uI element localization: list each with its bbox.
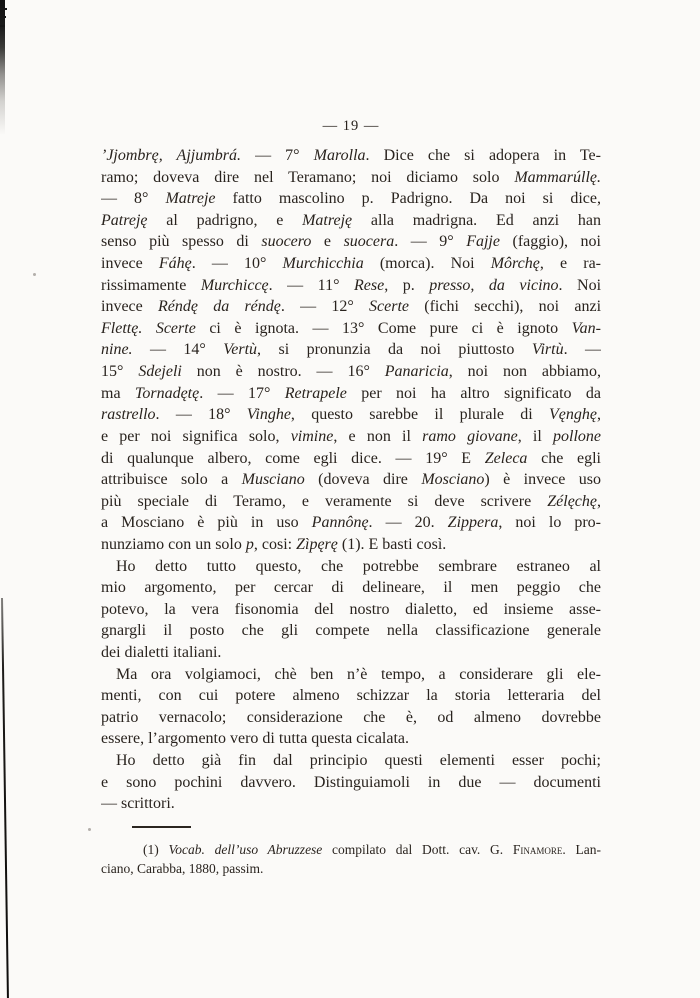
text-line: [101, 469, 601, 491]
text-run: dei dialetti italiani.: [101, 644, 222, 662]
text-line: [101, 599, 601, 621]
italic-text-run: Panaricia: [384, 363, 449, 381]
text-run: (faggio), noi: [499, 233, 601, 251]
footnote-text: [101, 840, 601, 878]
italic-text-run: p: [245, 535, 254, 553]
text-line: [101, 664, 601, 686]
text-line: [101, 772, 601, 794]
text-run: ,: [597, 406, 601, 424]
text-run: . — 9°: [394, 233, 467, 251]
text-line: [101, 188, 601, 210]
scan-binding-artifact-bottom-left: [1, 598, 9, 998]
text-line: [101, 793, 601, 815]
text-run: per noi ha altro significato da: [346, 384, 601, 402]
text-line: [101, 339, 601, 361]
text-run: invece: [101, 255, 159, 273]
text-line: [101, 685, 601, 707]
text-run: patrio vernacolo; considerazione che è, od almeno dovrebbe: [101, 708, 601, 726]
text-line: [101, 859, 601, 878]
text-run: fatto mascolino p. Padrigno. Da noi si dice,: [215, 190, 601, 208]
italic-text-run: Virtù: [531, 341, 564, 359]
italic-text-run: Murchiccę: [200, 276, 269, 294]
scan-speck: [88, 828, 91, 831]
italic-text-run: Retrapele: [284, 384, 347, 402]
italic-text-run: Vęnghę: [549, 406, 597, 424]
text-line: [101, 231, 601, 253]
text-run: , noi lo pro-: [498, 514, 601, 532]
text-run: . — 17°: [199, 384, 285, 402]
text-line: [101, 620, 601, 642]
italic-text-run: Patreję: [101, 211, 148, 229]
italic-text-run: Flettę. Scerte: [101, 319, 196, 337]
text-run: Ma ora volgiamoci, chè ben n’è tempo, a considerare gli ele-: [116, 665, 601, 683]
italic-text-run: Van-: [571, 319, 601, 337]
italic-text-run: presso, da vicino: [429, 276, 559, 294]
italic-text-run: suocera: [343, 233, 395, 251]
text-line: [101, 750, 601, 772]
text-run: (fichi secchi), noi anzi: [409, 298, 601, 316]
text-run: alla madrigna. Ed anzi han: [352, 211, 601, 229]
italic-text-run: Scerte: [369, 298, 409, 316]
text-run: rissimamente: [101, 276, 201, 294]
text-run: più speciale di Teramo, e veramente si deve scrivere: [101, 492, 548, 510]
text-run: al padrigno, e: [147, 211, 303, 229]
text-line: [101, 642, 601, 664]
italic-text-run: Môrchę: [490, 255, 540, 273]
text-run: attribuisce solo a: [101, 471, 242, 489]
text-run: che egli: [527, 449, 601, 467]
text-run: . — 20.: [368, 514, 448, 532]
text-run: ma: [101, 384, 135, 402]
italic-text-run: Zeleca: [484, 449, 528, 467]
italic-text-run: Marolla: [313, 147, 366, 164]
text-line: [101, 534, 601, 556]
italic-text-run: Vocab. dell’uso Abruzzese: [168, 842, 323, 857]
text-run: . Dice che si adopera in Te-: [365, 147, 601, 164]
text-run: senso più spesso di: [101, 233, 262, 251]
text-line: [101, 577, 601, 599]
text-run: Ho detto già fin dal principio questi elementi esser pochi;: [116, 752, 601, 770]
text-run: ciano, Carabba, 1880, passim.: [101, 861, 264, 876]
text-run: compilato dal Dott. cav. G.: [322, 842, 513, 857]
text-run: essere, l’argomento vero di tutta questa cicalata.: [101, 730, 410, 748]
text-line: [101, 404, 601, 426]
italic-text-run: ramo giovane: [422, 427, 518, 445]
page-number: — 19 —: [322, 118, 380, 134]
text-line: [101, 491, 601, 513]
text-run: ci è ignota. — 13° Come pure ci è ignoto: [195, 319, 572, 337]
text-run: (morca). Noi: [363, 255, 491, 273]
text-line: [101, 840, 601, 859]
text-run: . — 18°: [155, 406, 247, 424]
italic-text-run: Réndę da réndę: [158, 298, 281, 316]
text-run: ) è invece uso: [484, 471, 601, 489]
italic-text-run: Zìpęrę: [296, 535, 338, 553]
text-run: (doveva dire: [304, 471, 422, 489]
text-line: [101, 275, 601, 297]
italic-text-run: Zélęchę: [547, 492, 597, 510]
text-run: — 7°: [241, 147, 314, 164]
text-line: [101, 383, 601, 405]
text-line: [101, 318, 601, 340]
italic-text-run: Mammarúllę.: [514, 168, 601, 186]
scan-edge-tick: [0, 25, 5, 27]
italic-text-run: ’Jjombrę, Ajjumbrá.: [101, 147, 241, 164]
italic-text-run: Sdejeli: [138, 363, 182, 381]
text-run: , si pronunzia da noi piuttosto: [257, 341, 532, 359]
page-body-text: [101, 145, 601, 815]
text-run: , e ra-: [539, 255, 601, 273]
italic-text-run: Fáhę: [158, 255, 192, 273]
text-run: mio argomento, per cercar di delineare, il men peggio che: [101, 579, 601, 597]
italic-text-run: pollone: [553, 427, 601, 445]
italic-text-run: Matreje: [165, 190, 216, 208]
italic-text-run: Zippera: [447, 514, 499, 532]
text-run: non è nostro. — 16°: [181, 363, 385, 381]
text-run: , e non il: [333, 427, 423, 445]
text-line: [101, 426, 601, 448]
text-run: e: [311, 233, 344, 251]
text-run: 15°: [101, 363, 139, 381]
text-run: . —: [563, 341, 601, 359]
text-run: di qualunque albero, come egli dice. — 19° E: [101, 449, 485, 467]
text-line: [101, 296, 601, 318]
text-run: invece: [101, 298, 158, 316]
text-line: [101, 361, 601, 383]
text-line: [101, 707, 601, 729]
italic-text-run: Matreję: [302, 211, 353, 229]
text-run: . Noi: [558, 276, 601, 294]
italic-text-run: rastrello: [101, 406, 156, 424]
text-line: [101, 556, 601, 578]
scan-edge-tick: [0, 8, 7, 10]
text-run: (1). E basti così.: [337, 535, 447, 553]
text-run: — scrittori.: [101, 795, 175, 813]
text-run: ,: [597, 492, 601, 510]
text-run: e per noi significa solo,: [101, 427, 291, 445]
text-run: , questo sarebbe il plurale di: [290, 406, 550, 424]
text-run: . Lan-: [562, 842, 601, 857]
italic-text-run: Musciano: [241, 471, 305, 489]
text-run: e sono pochini davvero. Distinguiamoli in due — documenti: [101, 773, 601, 791]
text-line: [101, 728, 601, 750]
text-run: (1): [143, 842, 169, 857]
smallcaps-text-run: Finamore: [512, 842, 563, 857]
text-run: — 14°: [132, 341, 224, 359]
text-run: a Mosciano è più in uso: [101, 514, 312, 532]
text-run: gnargli il posto che gli compete nella classificazione generale: [101, 622, 601, 640]
text-run: potevo, la vera fisonomia del nostro dialetto, ed insieme asse-: [101, 600, 601, 618]
text-run: Ho detto tutto questo, che potrebbe sembrare estraneo al: [116, 557, 601, 575]
text-run: , cosi:: [253, 535, 297, 553]
scan-edge-tick: [0, 16, 6, 18]
text-line: [101, 253, 601, 275]
italic-text-run: suocero: [261, 233, 312, 251]
footnote-separator-rule: [132, 826, 191, 828]
italic-text-run: nine.: [101, 341, 133, 359]
text-run: — 8°: [101, 190, 166, 208]
text-line: [101, 210, 601, 232]
text-run: , noi non abbiamo,: [448, 363, 601, 381]
scan-binding-artifact-top-left: [0, 0, 5, 135]
text-run: ramo; doveva dire nel Teramano; noi diciamo solo: [101, 168, 515, 186]
text-run: menti, con cui potere almeno schizzar la storia letteraria del: [101, 687, 601, 705]
italic-text-run: Vertù: [223, 341, 258, 359]
italic-text-run: Mosciano: [421, 471, 485, 489]
italic-text-run: Fajje: [466, 233, 500, 251]
italic-text-run: Rese: [353, 276, 385, 294]
text-run: , il: [517, 427, 553, 445]
text-line: [101, 167, 601, 189]
text-run: . — 11°: [268, 276, 354, 294]
italic-text-run: Pannônę: [311, 514, 369, 532]
text-line: [101, 448, 601, 470]
text-run: . — 10°: [191, 255, 283, 273]
italic-text-run: Vinghe: [246, 406, 291, 424]
text-run: nunziamo con un solo: [101, 535, 246, 553]
italic-text-run: vimine: [290, 427, 334, 445]
italic-text-run: Murchicchia: [282, 255, 364, 273]
text-run: . — 12°: [280, 298, 370, 316]
italic-text-run: Tornadętę: [134, 384, 200, 402]
text-run: , p.: [384, 276, 430, 294]
scan-speck: [33, 273, 36, 276]
text-line: [101, 512, 601, 534]
text-line: [101, 145, 601, 167]
